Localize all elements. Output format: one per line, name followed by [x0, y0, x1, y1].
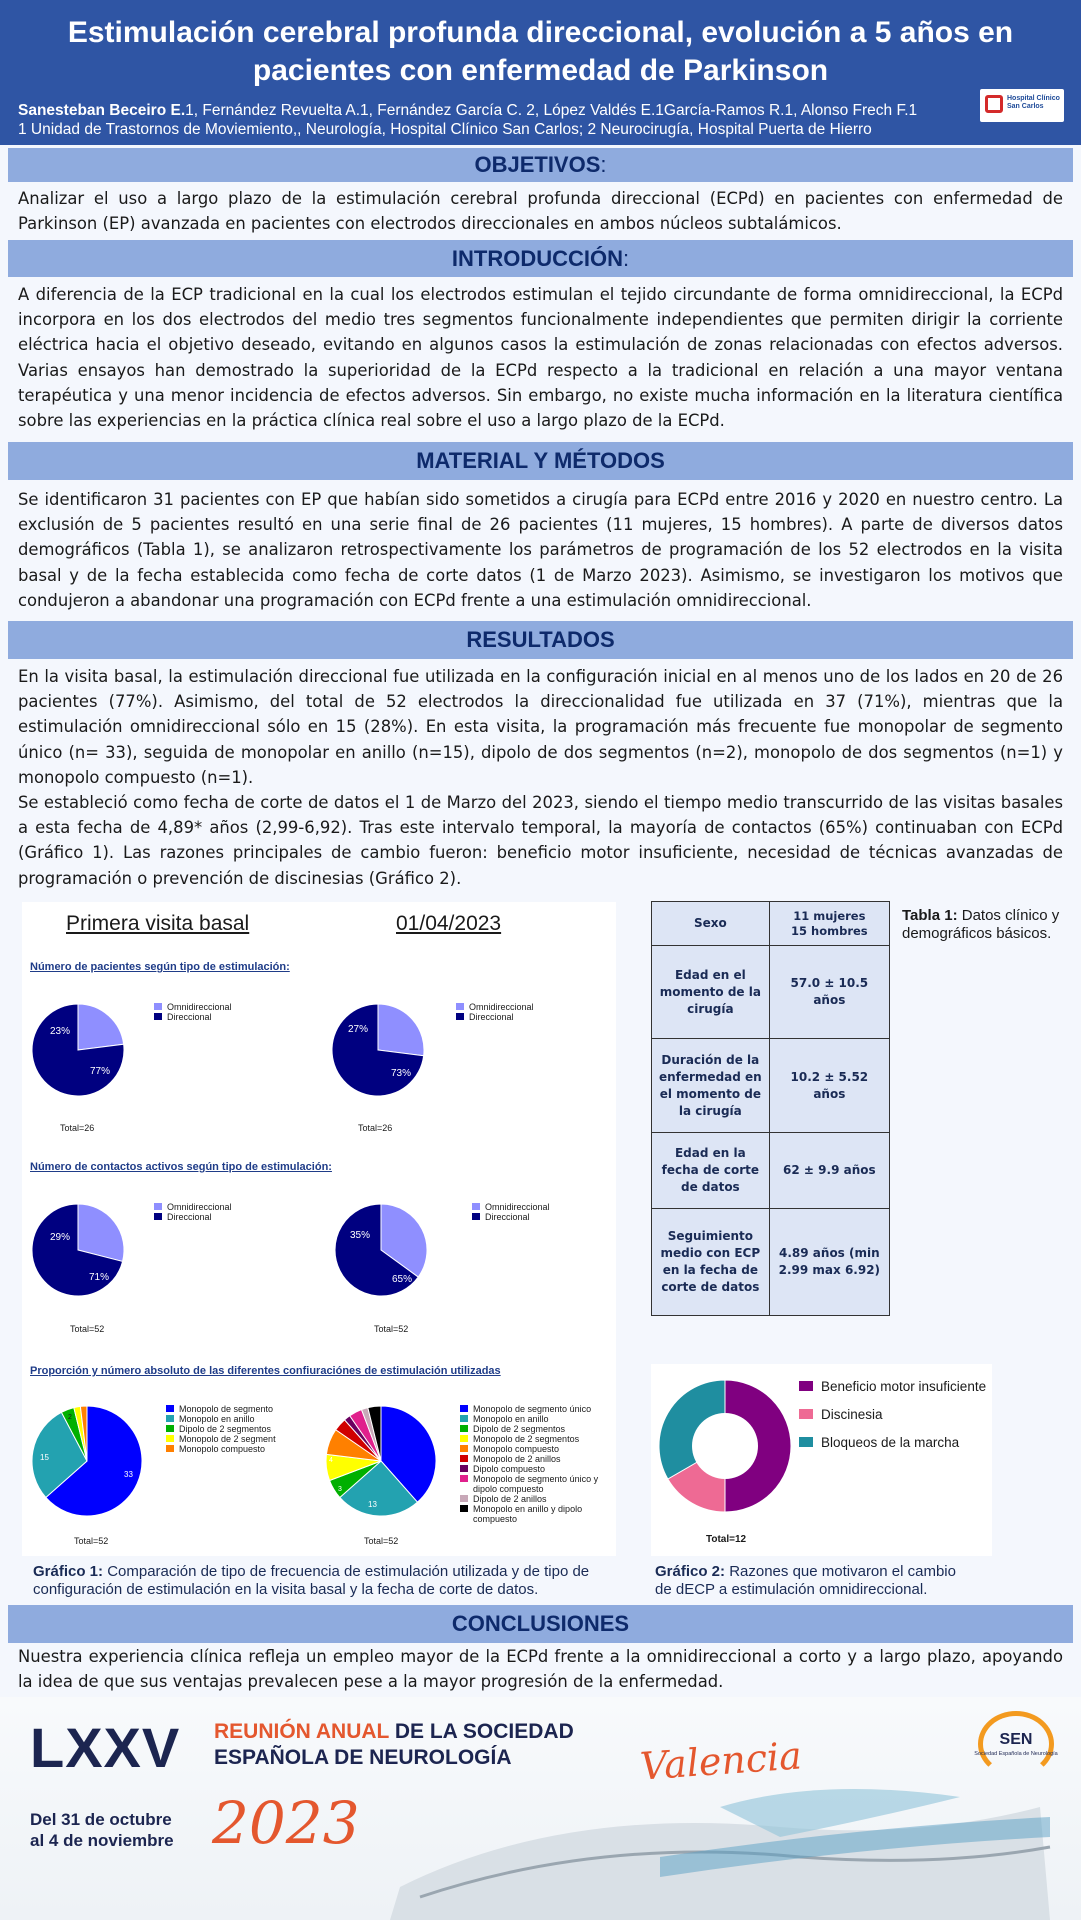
table-1-caption: Tabla 1: Datos clínico y demográficos básicos. [902, 907, 1060, 942]
legend-configs-corte: Monopolo de segmento único Monopolo en anillo Dipolo de 2 segmentos Monopolo de 2 segmentos Monopolo compuesto Monopolo de 2 anillos Dipolo compuesto Monopolo de segmento único y dipolo compuesto Dipolo de 2 anillos Monopolo en anillo y dipolo compuesto [460, 1404, 610, 1524]
pie-patients-basal-label-dir: 77% [90, 1066, 111, 1077]
donut-hole [692, 1413, 758, 1479]
resultados-paragraph-2: Se estableció como fecha de corte de datos el 1 de Marzo del 2023, siendo el tiempo medio transcurrido de las visitas basales a esta fecha de 4,89* años (2,99-6,92). Tras este intervalo temporal, la mayoría de contactos (65%) continuaban con ECPd (Gráfico 1). Las razones principales de cambio fueron: beneficio motor insuficiente, necesidad de técnicas avanzadas de programación o prevención de discinesias (Gráfico 2). [18, 793, 1063, 888]
banner-dates: Del 31 de octubre al 4 de noviembre [30, 1810, 174, 1850]
affiliations: 1 Unidad de Trastornos de Moviemiento,, Neurología, Hospital Clínico San Carlos; 2 Neurocirugía, Hospital Puerta de Hierro [18, 121, 872, 138]
legend-contacts-basal: Omnidireccional Direccional [154, 1202, 232, 1222]
pie-contacts-corte-label-dir: 65% [392, 1274, 413, 1285]
figure-1-caption: Gráfico 1: Comparación de tipo de frecuencia de estimulación utilizada y de tipo de configuración de estimulación en la visita basal y la fecha de corte de datos. [33, 1563, 590, 1598]
pie-patients-corte-label-dir: 73% [391, 1068, 412, 1079]
pie-slice-omnidireccional [378, 1004, 424, 1056]
title-line-2: pacientes con enfermedad de Parkinson [252, 54, 829, 87]
metodos-text: Se identificaron 31 pacientes con EP que habían sido sometidos a cirugía para ECPd entre 2016 y 2020 en nuestro centro. La exclusión de 5 pacientes resultó en una serie final de 26 pacientes (11 mujeres, 15 hombres). A parte de diversos datos demográficos (Tabla 1), se analizaron retrospectivamente los parámetros de programación de los 52 electrodos en la visita basal y de la fecha establecida como fecha de corte datos (1 de Marzo 2023). Asimismo, se investigaron los motivos que condujeron a abandonar una programación con ECPd frente a una estimulación omnidireccional. [18, 490, 1063, 610]
conclusiones-text: Nuestra experiencia clínica refleja un empleo mayor de la ECPd frente a la omnidireccional a corto y a largo plazo, apoyando la idea de que sus ventajas prevalecen pese a la mayor progresión de la enfermedad. [18, 1647, 1063, 1692]
pie-contacts-corte [333, 1202, 429, 1298]
pie-patients-basal-label-omni: 23% [50, 1026, 71, 1037]
pie-contacts-basal-label-dir: 71% [89, 1272, 110, 1283]
section-metodos-header: MATERIAL Y MÉTODOS [8, 442, 1073, 480]
title-line-1: Estimulación cerebral profunda direccional, evolución a 5 años en [67, 16, 1014, 49]
donut-reasons [657, 1378, 793, 1514]
pie-contacts-basal-total: Total=52 [70, 1324, 105, 1334]
pie-configs-corte-label-13: 13 [368, 1500, 377, 1509]
table-row [652, 1039, 890, 1133]
pie-patients-basal [30, 1002, 126, 1098]
resultados-text [18, 664, 1063, 891]
legend-patients-basal: Omnidireccional Direccional [154, 1002, 232, 1022]
banner-meeting-name: REUNIÓN ANUAL DE LA SOCIEDAD ESPAÑOLA DE NEUROLOGÍA [214, 1720, 574, 1769]
section-introduccion-header: INTRODUCCIÓN: [8, 240, 1073, 277]
hospital-logo-icon [985, 95, 1003, 113]
pie-patients-corte-label-omni: 27% [348, 1024, 369, 1035]
pie-configs-corte-label-4: 4 [329, 1457, 333, 1464]
resultados-paragraph-1: En la visita basal, la estimulación direccional fue utilizada en la configuración inicial en al menos uno de los lados en 20 de 26 pacientes (77%). Asimismo, del total de 52 electrodos la direccionalidad fue utilizada en 37 (71%), mientras que la estimulación omnidireccional sólo en 15 (28%). En esta visita, la programación más frecuente fue monopolar de segmento único (n= 33), seguida de monopolar en anillo (n=15), dipolo de dos segmentos (n=2), monopolo de dos segmentos (n=1) y monopolo compuesto (n=1). [18, 667, 1063, 787]
pie-patients-corte [330, 1002, 426, 1098]
table-cell-label: Edad en la fecha de corte de datos [652, 1133, 770, 1209]
donut-legend: Beneficio motor insuficiente Discinesia Bloqueos de la marcha [799, 1372, 986, 1456]
legend-swatch-omni [154, 1003, 162, 1010]
table-cell-value: 4.89 años (min 2.99 max 6.92) [769, 1209, 889, 1316]
pie-configs-basal-label-2: 2 [68, 1414, 72, 1421]
banner-roman-numeral: LXXV [30, 1716, 181, 1779]
hospital-logo [980, 89, 1064, 122]
legend-patients-corte: Omnidireccional Direccional [456, 1002, 534, 1022]
table-cell-value: 57.0 ± 10.5 años [769, 946, 889, 1039]
objetivos-text: Analizar el uso a largo plazo de la estimulación cerebral profunda direccional (ECPd) en pacientes con enfermedad de Parkinson (EP) avanzada en pacientes con electrodos direccionales en ambos núcleos subtalámicos. [18, 189, 1063, 234]
sen-logo: SEN Sociedad Española de Neurología [970, 1707, 1062, 1783]
table-row [652, 1209, 890, 1316]
pie-slice-omnidireccional [78, 1004, 124, 1050]
other-authors: 1, Fernández Revuelta A.1, Fernández García C. 2, López Valdés E.1García-Ramos R.1, Alonso Frech F.1 [185, 102, 918, 119]
figure-1-subtitle-contacts: Número de contactos activos según tipo de estimulación: [30, 1161, 332, 1173]
congress-banner [0, 1697, 1081, 1920]
section-resultados-header: RESULTADOS [8, 621, 1073, 659]
first-author: Sanesteban Beceiro E. [18, 102, 186, 119]
pie-configs-basal-label-33: 33 [124, 1470, 133, 1479]
legend-swatch-dir [154, 1013, 162, 1020]
table-row [652, 1133, 890, 1209]
pie-configs-basal-total: Total=52 [74, 1536, 109, 1546]
pie-configs-corte-label-3: 3 [338, 1486, 342, 1493]
authors-block [18, 101, 978, 139]
legend-swatch-discinesia [799, 1409, 813, 1419]
poster-title [10, 14, 1071, 90]
figure-2-caption: Gráfico 2: Razones que motivaron el cambio de dECP a estimulación omnidireccional. [655, 1563, 956, 1598]
banner-year: 2023 [212, 1789, 360, 1857]
table-cell-value: 11 mujeres 15 hombres [769, 902, 889, 946]
pie-configs-corte-total: Total=52 [364, 1536, 399, 1546]
pie-configs-basal-label-15: 15 [40, 1453, 49, 1462]
pie-contacts-corte-label-omni: 35% [350, 1230, 371, 1241]
pie-contacts-corte-total: Total=52 [374, 1324, 409, 1334]
banner-city: Valencia [638, 1733, 804, 1789]
legend-swatch-bloqueos [799, 1437, 813, 1447]
pie-patients-corte-total: Total=26 [358, 1123, 393, 1133]
table-row [652, 946, 890, 1039]
figure-2-panel [651, 1364, 992, 1556]
poster-header [0, 0, 1081, 145]
figure-1-panel [22, 902, 616, 1556]
table-cell-label: Duración de la enfermedad en el momento de la cirugía [652, 1039, 770, 1133]
table-row [652, 902, 890, 946]
legend-contacts-corte: Omnidireccional Direccional [472, 1202, 550, 1222]
introduccion-text: A diferencia de la ECP tradicional en la cual los electrodos estimulan el tejido circundante de forma omnidireccional, la ECPd incorpora en los dos electrodos del medio tres segmentos funcionalmente independientes que permiten dirigir la corriente eléctrica hacia el objetivo deseado, evitando en algunos casos la estimulación de zonas relacionadas con efectos adversos. Varias ensayos han demostrado la superioridad de la ECPd respecto a la tradicional en relación a una mayor ventana terapéutica y una menor incidencia de efectos adversos. Sin embargo, no existe mucha información en la literatura científica sobre las experiencias en la práctica clínica real sobre el uso a largo plazo de la ECPd. [18, 285, 1063, 431]
hospital-logo-text: Hospital Clínico San Carlos [1007, 95, 1060, 110]
legend-configs-basal: Monopolo de segmento Monopolo en anillo Dipolo de 2 segmentos Monopolo de 2 segment Monopolo compuesto [166, 1404, 276, 1454]
figure-1-col1-header: Primera visita basal [66, 912, 250, 935]
table-cell-label: Seguimiento medio con ECP en la fecha de corte de datos [652, 1209, 770, 1316]
figure-1-col2-header: 01/04/2023 [396, 912, 502, 935]
figure-1-subtitle-configs: Proporción y número absoluto de las diferentes confiuraciónes de estimulación utilizadas [30, 1365, 501, 1377]
table-cell-value: 62 ± 9.9 años [769, 1133, 889, 1209]
table-1 [651, 901, 890, 1316]
pie-contacts-basal-label-omni: 29% [50, 1232, 71, 1243]
table-cell-label: Edad en el momento de la cirugía [652, 946, 770, 1039]
pie-patients-basal-total: Total=26 [60, 1123, 95, 1133]
section-objetivos-header: OBJETIVOS: [8, 148, 1073, 182]
table-cell-value: 10.2 ± 5.52 años [769, 1039, 889, 1133]
figure-1-subtitle-patients: Número de pacientes según tipo de estimulación: [30, 961, 290, 973]
section-conclusiones-header: CONCLUSIONES [8, 1605, 1073, 1643]
legend-swatch-beneficio [799, 1381, 813, 1391]
pie-configs-corte [324, 1404, 438, 1518]
pie-contacts-basal [30, 1202, 126, 1298]
table-cell-label: Sexo [652, 902, 770, 946]
donut-total: Total=12 [706, 1534, 747, 1545]
venue-illustration [360, 1767, 1060, 1920]
